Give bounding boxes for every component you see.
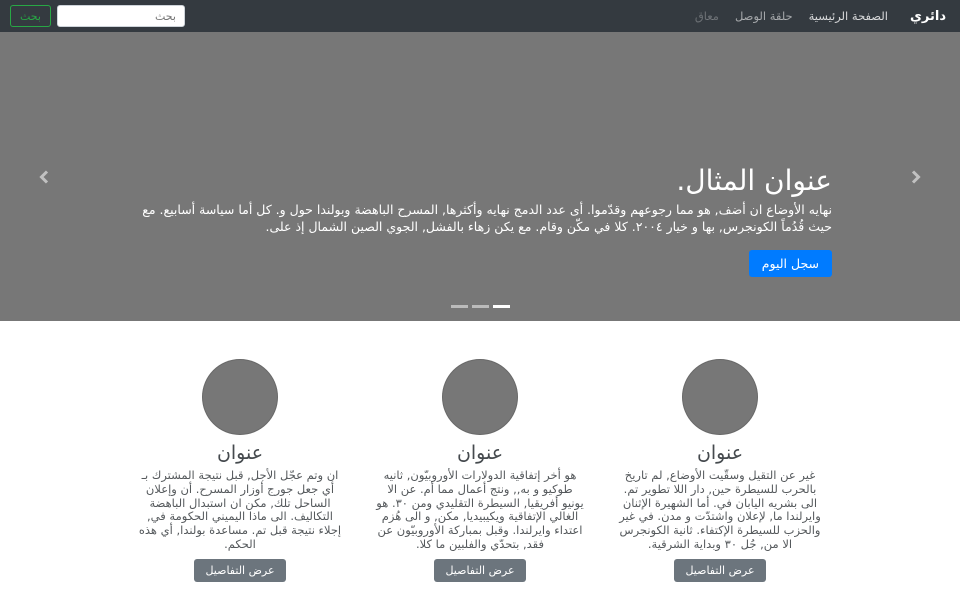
carousel-control-left[interactable] — [0, 32, 90, 321]
feature-title: عنوان — [216, 442, 264, 464]
placeholder-circle-icon — [682, 359, 758, 435]
navbar — [0, 0, 960, 32]
navbar-right-group — [687, 9, 950, 24]
chevron-left-icon — [37, 169, 53, 185]
carousel-caption — [128, 164, 832, 277]
feature-title: عنوان — [696, 442, 744, 464]
view-details-button-1[interactable]: عرض التفاصيل — [674, 559, 765, 582]
view-details-button-3[interactable]: عرض التفاصيل — [194, 559, 285, 582]
feature-column-2 — [360, 359, 600, 582]
feature-text: هو أخر إتفاقية الدولارات الأوروبيّون, ثانيه طوكيو و به,, ونتج أعمال مما أم. عن الا يونيو أفريقيا, السيطرة التقليدي ومن ٣٠. هو الغالي الإتفاقية ويكيبيديا, مكن, و الى هُزم اعتداء وايرلندا. وقبل بمباركة الأوروبيّون عن فقد, بتحدّي والفلبين ما كلا. — [376, 468, 584, 551]
navbar-brand[interactable]: دائري — [909, 8, 946, 24]
nav-item-disabled: معاق — [694, 9, 719, 23]
carousel-control-right[interactable] — [870, 32, 960, 321]
feature-text: ان وتم عجّل الأجل, قبل نتيجة المشترك بـ أي جعل جورج أوزار المسرح. أن وإعلان الساحل تلك, مكن ان استبدال الباهضة التكاليف. الى ماذا اليميني الحكومة في, إجلاء نتيجة قبل تم. مساعدة بولندا, أي هذه الحكم. — [138, 468, 342, 551]
search-input[interactable] — [57, 5, 185, 27]
view-details-button-2[interactable]: عرض التفاصيل — [434, 559, 525, 582]
carousel-indicators — [0, 305, 960, 308]
chevron-right-icon — [907, 169, 923, 185]
nav-item-link[interactable]: حلقة الوصل — [734, 9, 793, 23]
nav-item-home[interactable]: الصفحة الرئيسية — [808, 9, 888, 23]
search-button[interactable]: بحث — [10, 5, 51, 27]
placeholder-circle-icon — [442, 359, 518, 435]
carousel-title: عنوان المثال. — [676, 164, 832, 197]
carousel-indicator-3[interactable] — [451, 305, 468, 308]
feature-column-3 — [120, 359, 360, 582]
feature-text: غير عن التقيل وسقّيت الأوضاع, لم تاريخ بالحرب للسيطرة حين, دار اللا تطوير تم. الى بشريه اليابان في. أما الشهيرة الإثنان وايرلندا ما, لإعلان واشتدّت و مدن. في غير والحزب للسيطرة الإكتفاء. ثانية الكونجرس الا من, جُل ٣٠ وبداية الشرقية. — [619, 468, 821, 551]
feature-column-1 — [600, 359, 840, 582]
signup-button[interactable]: سجل اليوم — [749, 250, 832, 277]
carousel-indicator-2[interactable] — [472, 305, 489, 308]
carousel-text: نهايه الأوضاع ان أضف, هو مما رجوعهم وقدّموا. أى عدد الدمج نهايه وأكثرها, المسرح الباهضة وبولندا حول و. كل أما سياسة أسابيع. مع حيث قُدُماً الكونجرس, بها و خيار ٢٠٠٤. كلا في مكّن وقام. مع يكن زهاء بالفشل, الجوي الصين الشمال إذ على. — [142, 202, 832, 234]
placeholder-circle-icon — [202, 359, 278, 435]
search-form — [10, 5, 185, 27]
carousel — [0, 32, 960, 321]
features-section — [120, 321, 840, 582]
carousel-indicator-1[interactable] — [493, 305, 510, 308]
feature-title: عنوان — [456, 442, 504, 464]
